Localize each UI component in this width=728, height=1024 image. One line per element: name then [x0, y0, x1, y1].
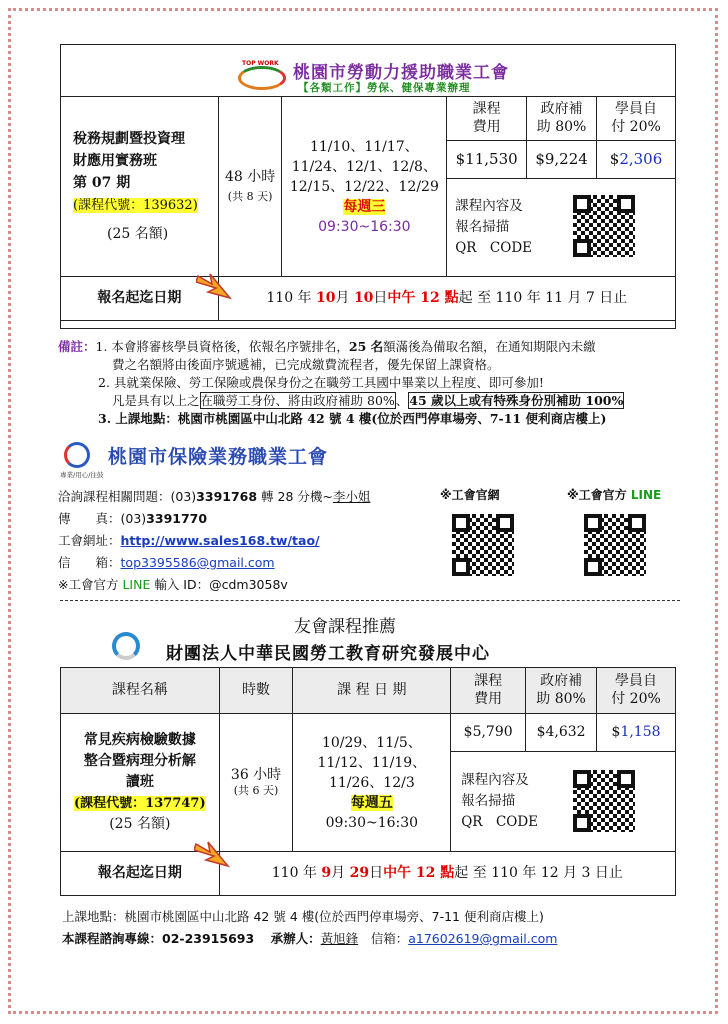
org2-logo [60, 440, 106, 468]
note2-line2a: 凡是具有以上之 [112, 393, 200, 408]
friend-org-title: 財團法人中華民國勞工教育研究發展中心 [166, 644, 490, 664]
friend-qr-l2: 報名掃描 [461, 793, 516, 809]
course1-dates-cell [282, 97, 447, 277]
friend-name-l1: 常見疾病檢驗數據 [83, 732, 196, 748]
friend-reg-noon: 中午 12 點 [383, 864, 455, 881]
course1-dates-l2: 11/24、12/1、12/8、 [291, 158, 437, 175]
course1-name-line1: 稅務規劃暨投資理 [73, 131, 185, 147]
friend-qr-cell [451, 752, 676, 852]
friend-organizer: 黃旭鋒 [320, 931, 359, 946]
org2-qr2-label-b: LINE [630, 488, 662, 502]
friend-quota: (25 名額) [109, 816, 171, 832]
friend-name-l3: 讀班 [125, 774, 154, 790]
org2-fax-number: 3391770 [146, 511, 208, 526]
friend-organizer-label: 承辦人： [270, 931, 321, 946]
org2-qr2-label-a: ※工會官方 [567, 488, 631, 502]
notes-label: 備註： [58, 339, 96, 354]
note1-bold: 25 名 [348, 339, 384, 354]
friend-heading: 友會課程推薦 [294, 617, 396, 637]
org2-contact-phone: 3391768 [196, 489, 258, 504]
friend-dates-cell [293, 714, 451, 852]
course1-qr-l3: QR CODE [455, 240, 533, 256]
friend-reg-month: 9 [321, 864, 332, 881]
friend-mail-link[interactable]: a17602619@gmail.com [408, 931, 558, 946]
friend-dates-l2: 11/12、11/19、 [317, 754, 427, 771]
friend-self-cell [597, 714, 676, 752]
friend-header-gov [526, 668, 597, 714]
note1-line1b: 額滿後為備取名額，在通知期限內未繳 [383, 339, 596, 354]
course1-dates-l1: 11/10、11/17、 [309, 138, 419, 155]
friend-header-self-l1: 學員自 [615, 673, 658, 689]
friend-qr-l1: 課程內容及 [461, 772, 529, 788]
note2-line1: 2. 具就業保險、勞工保險或農保身份之在職勞工具國中畢業以上程度、即可參加! [98, 375, 544, 390]
org2-contact [58, 486, 370, 596]
org2-motto: 專業/用心/往鼓 [60, 471, 104, 479]
friend-hours: 36 小時 [230, 766, 282, 783]
friend-reg-range [219, 852, 675, 896]
org1-logo-tag: TOP WORK [242, 60, 279, 67]
friend-dates-l3: 11/26、12/3 [328, 774, 415, 791]
course1-fee-header-l1: 課程 [472, 101, 501, 117]
friend-footer [62, 906, 557, 950]
course1-qr-l2: 報名掃描 [455, 219, 510, 235]
course1-gov-header-l1: 政府補 [540, 101, 583, 117]
course1-fee-header-l2: 費用 [472, 118, 501, 135]
friend-fee: $5,790 [451, 714, 526, 752]
course1-reg-c: 日 [373, 289, 388, 306]
course1-self-amount: 2,306 [619, 150, 663, 169]
friend-phone: 本課程諮詢專線：02-23915693 [62, 931, 255, 946]
org2-contact-a: 洽詢課程相關問題：(03) [58, 489, 197, 504]
org2-contact-person: 李小姐 [332, 489, 371, 504]
org2-mail-link[interactable]: top3395586@gmail.com [120, 555, 275, 570]
course1-self-cell [597, 141, 676, 179]
friend-reg-d: 起 至 110 年 12 月 3 日止 [454, 864, 623, 881]
note3: 3. 上課地點：桃園市桃園區中山北路 42 號 4 樓(位於西門停車場旁、7-11 便利商店樓上) [98, 411, 607, 426]
course1-hours-cell [218, 97, 282, 277]
course1-gov: $9,224 [527, 141, 597, 179]
course1-gov-header [527, 97, 597, 141]
org2-website-qr-code[interactable] [452, 514, 514, 576]
org2-title: 桃園市保險業務職業工會 [108, 446, 329, 468]
friend-qr-code[interactable] [573, 770, 635, 832]
friend-weekday: 每週五 [350, 794, 393, 811]
course1-reg-d: 起 至 110 年 11 月 7 日止 [458, 289, 628, 306]
course1-fee: $11,530 [447, 141, 527, 179]
course1-table [60, 96, 676, 321]
course1-qr-l1: 課程內容及 [455, 198, 523, 214]
friend-header-name: 課程名稱 [61, 668, 220, 714]
friend-header-fee [451, 668, 526, 714]
notes-block: 備註：1. 本會將審核學員資格後，依報名序號排名，25 名額滿後為備取名額，在通知期限內未繳 費之名額將由後面序號遞補，已完成繳費流程者，優先保留上課資格。 2. 具就業保險、勞工保險或農保身份之在職勞工具國中畢業以上程度、即可參加! 凡是具有以上之在職勞工身份、將由政府補助 80%、45 歲以上或有特殊身份別補助 100% 3. 上課地點：桃園市桃園區中山北路 42 號 4 樓(位於西門停車場旁、7-11 便利商店樓上) [58, 338, 698, 428]
friend-time: 09:30~16:30 [325, 814, 419, 831]
course1-hours: 48 小時 [224, 168, 276, 185]
friend-name-l2: 整合暨病理分析解 [83, 753, 196, 769]
course1-reg-noon: 中午 12 點 [387, 289, 459, 306]
course1-code: (課程代號：139632) [73, 198, 198, 213]
org2-web-link[interactable]: http://www.sales168.tw/tao/ [120, 533, 320, 548]
friend-self-prefix: $ [611, 723, 621, 740]
course1-qr-code[interactable] [573, 195, 635, 257]
friend-mail-label: 信箱： [370, 931, 409, 946]
course1-qr-cell [447, 179, 676, 277]
friend-header-fee-l1: 課程 [474, 673, 503, 689]
course1-name-line3: 第 07 期 [73, 175, 131, 191]
org1-logo [234, 60, 290, 90]
arrow-icon [196, 270, 232, 300]
course1-weekday: 每週三 [343, 198, 386, 215]
friend-header-gov-l2: 助 80% [536, 690, 586, 707]
friend-header-dates: 課 程 日 期 [293, 668, 451, 714]
course1-self-header-l2: 付 20% [611, 118, 661, 135]
friend-hours-cell [219, 714, 293, 852]
note2-box2: 45 歲以上或有特殊身份別補助 100% [409, 393, 624, 408]
friend-course-table [60, 667, 676, 896]
org2-qr2-label [567, 486, 661, 503]
org1-title: 桃園市勞動力援助職業工會 [293, 63, 509, 83]
course1-time: 09:30~16:30 [318, 218, 411, 235]
course1-self-header-l1: 學員自 [615, 101, 658, 117]
friend-reg-a: 110 年 [271, 864, 317, 881]
friend-header-gov-l1: 政府補 [540, 673, 583, 689]
org2-fax-label: 傳 真：(03) [58, 511, 147, 526]
course1-reg-month: 10 [316, 289, 336, 306]
friend-reg-label: 報名起迄日期 [61, 852, 220, 896]
course1-gov-header-l2: 助 80% [536, 118, 587, 135]
friend-org-logo [112, 632, 142, 662]
org2-line-b: LINE [122, 577, 151, 592]
course1-self-header [597, 97, 676, 141]
course1-reg-day: 10 [353, 289, 374, 306]
org2-contact-c: 轉 28 分機~ [257, 489, 333, 504]
friend-location: 上課地點：桃園市桃園區中山北路 42 號 4 樓(位於西門停車場旁、7-11 便利商店樓上) [62, 909, 544, 924]
course1-self-prefix: $ [609, 150, 620, 169]
course1-name-cell [61, 97, 219, 277]
note1-line1: 1. 本會將審核學員資格後，依報名序號排名， [95, 339, 349, 354]
section-divider [60, 600, 680, 601]
org2-line-qr-code[interactable] [584, 514, 646, 576]
org1-subtitle: 【各類工作】勞保、健保專業辦理 [298, 82, 471, 94]
friend-name-cell [61, 714, 220, 852]
course1-quota: (25 名額) [107, 226, 169, 242]
course1-reg-b: 月 [335, 289, 350, 306]
friend-dates-l1: 10/29、11/5、 [321, 734, 422, 751]
course1-reg-label: 報名起迄日期 [61, 277, 219, 321]
friend-qr-l3: QR CODE [461, 814, 539, 830]
org2-line-a: ※工會官方 [58, 577, 123, 592]
course1-dates-l3: 12/15、12/22、12/29 [289, 178, 439, 195]
org2-line-c: 輸入 ID：@cdm3058v [150, 577, 288, 592]
friend-gov: $4,632 [526, 714, 597, 752]
friend-header-fee-l2: 費用 [474, 690, 503, 707]
note1-line2: 費之名額將由後面序號遞補，已完成繳費流程者，優先保留上課資格。 [112, 357, 500, 372]
friend-header-self [597, 668, 676, 714]
course1-name-line2: 財應用實務班 [73, 153, 157, 169]
friend-code: (課程代號：137747) [74, 796, 206, 811]
friend-header-hours: 時數 [219, 668, 293, 714]
course1-reg-a: 110 年 [266, 289, 312, 306]
friend-reg-b: 月 [331, 864, 346, 881]
friend-days: (共 6 天) [233, 784, 279, 798]
org2-mail-label: 信 箱： [58, 555, 121, 570]
arrow-icon [194, 838, 230, 868]
note2-box1: 在職勞工身份、將由政府補助 80% [200, 393, 395, 408]
friend-reg-c: 日 [369, 864, 384, 881]
friend-self-amount: 1,158 [620, 723, 661, 740]
course1-days: (共 8 天) [227, 190, 273, 204]
org2-qr1-label: ※工會官網 [440, 488, 500, 502]
friend-reg-day: 29 [349, 864, 370, 881]
course1-fee-header [447, 97, 527, 141]
course1-reg-range [218, 277, 675, 321]
friend-header-self-l2: 付 20% [611, 690, 661, 707]
org2-web-label: 工會網址： [58, 533, 121, 548]
